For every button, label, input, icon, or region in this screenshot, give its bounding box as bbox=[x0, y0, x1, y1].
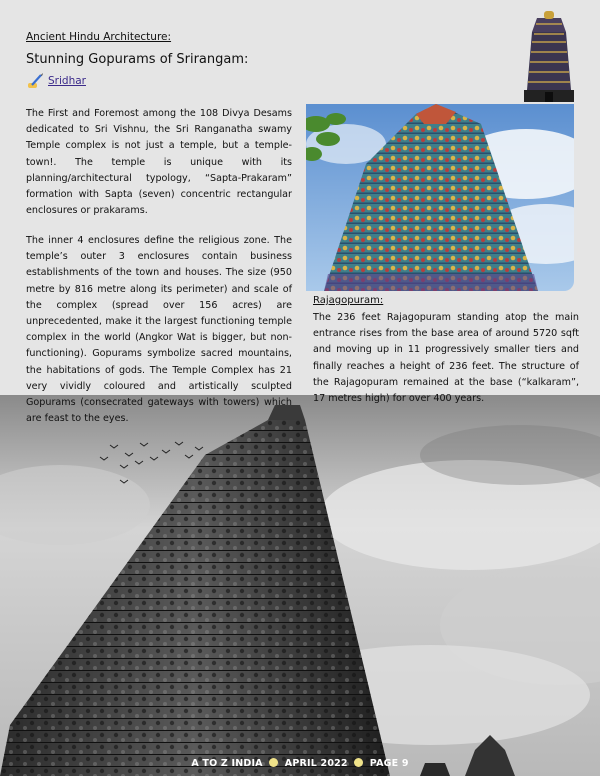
author-line bbox=[26, 72, 86, 90]
rajagopuram-paragraph: The 236 feet Rajagopuram standing atop the main entrance rises from the base area of around 5720 sqft and moving up in 11 progressively smaller tiers and finally reaches a height of 236 feet. The structure of the Rajagopuram remained at the base (“kalkaram”, 17 metres high) for over 400 years. bbox=[313, 312, 579, 405]
intro-paragraph: The First and Foremost among the 108 Divya Desams dedicated to Sri Vishnu, the Sri Ranganatha swamy Temple complex is not just a temple, but a temple-town!. The temple is unique with its planning/architectural typology, “Sapta-Prakaram” formation with Sapta (seven) concentric rectangular enclosures or prakarams. bbox=[26, 108, 292, 217]
author-link[interactable]: Sridhar bbox=[48, 75, 86, 87]
srirangam-gopuram-color-photo bbox=[306, 104, 574, 291]
article-title: Stunning Gopurams of Srirangam: bbox=[26, 52, 249, 67]
section-kicker: Ancient Hindu Architecture: bbox=[26, 31, 172, 43]
footer-page: PAGE 9 bbox=[369, 758, 409, 769]
writing-hand-icon bbox=[26, 72, 44, 90]
rajagopuram-subheading: Rajagopuram: bbox=[313, 295, 384, 306]
footer-issue: APRIL 2022 bbox=[284, 758, 348, 769]
enclosures-paragraph: The inner 4 enclosures define the religious zone. The temple’s outer 3 enclosures contain business establishments of the town and houses. The size (950 metre by 816 metre along its perimeter) and scale of the complex (spread over 156 acres) are unprecedented, make it the largest functioning temple complex in the world (Angkor Wat is bigger, but non-functioning). Gopurams symbolize sacred mountains, the habitations of gods. The Temple Complex has 21 very vividly coloured and artistically sculpted Gopurams (consecrated gateways with towers) which are feast to the eyes. bbox=[26, 235, 292, 425]
footer-magazine: A TO Z INDIA bbox=[191, 758, 263, 769]
footer-dot-icon bbox=[269, 758, 278, 767]
page-footer bbox=[0, 758, 600, 769]
footer-dot-icon bbox=[354, 758, 363, 767]
gopuram-bw-photo bbox=[0, 395, 600, 776]
gopuram-logo-icon bbox=[522, 8, 576, 103]
